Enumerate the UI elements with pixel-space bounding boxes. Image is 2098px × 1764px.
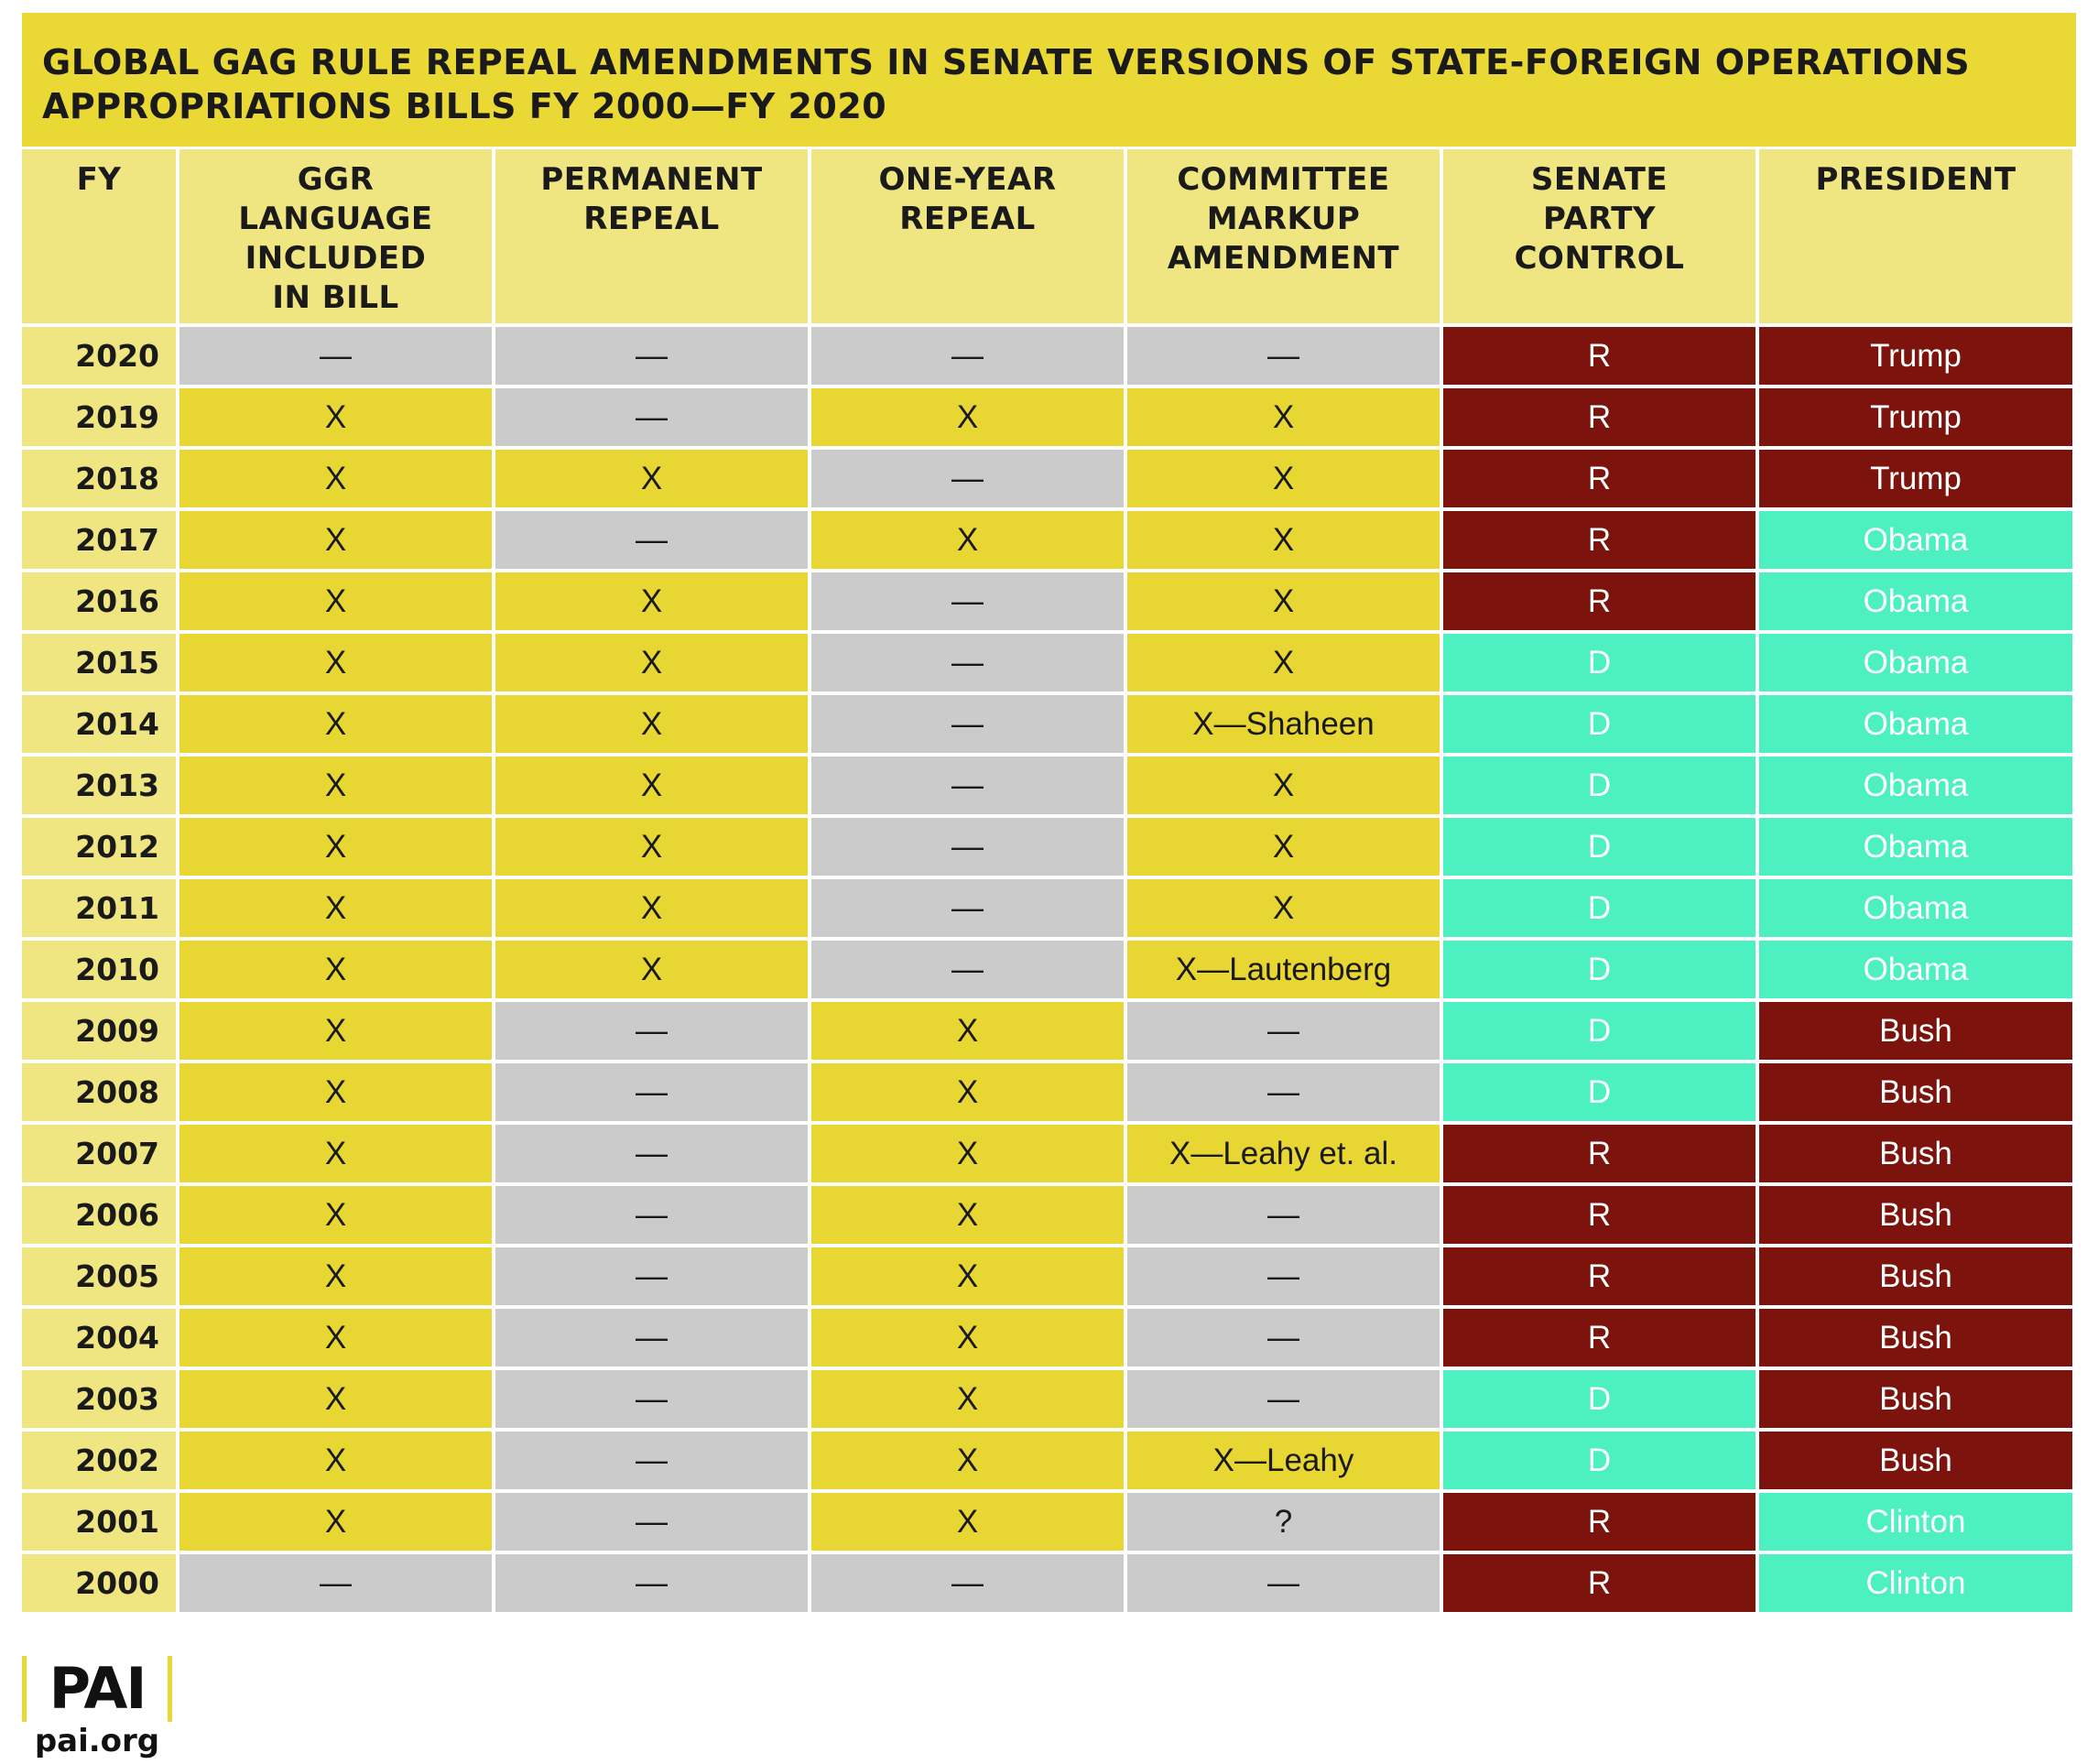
cell-committee-amendment: X [1127,634,1440,691]
cell-committee-amendment: X [1127,388,1440,446]
cell-president: Bush [1759,1309,2072,1367]
cell-president: Bush [1759,1186,2072,1244]
cell-one-year-repeal: X [811,1125,1124,1182]
cell-president: Obama [1759,757,2072,814]
cell-one-year-repeal: — [811,634,1124,691]
cell-permanent-repeal: — [495,1493,808,1551]
cell-ggr-language: X [179,1125,492,1182]
header-line: REPEAL [899,201,1036,237]
cell-permanent-repeal: — [495,1370,808,1428]
header-fy [22,149,176,323]
cell-senate-control: D [1443,757,1756,814]
cell-committee-amendment: — [1127,1309,1440,1367]
table-row [22,1493,2072,1551]
cell-senate-control: R [1443,511,1756,569]
title-bar [22,13,2076,147]
header-senate-party-control [1443,149,1756,323]
cell-president: Bush [1759,1432,2072,1489]
header-one-year-repeal [811,149,1124,323]
cell-committee-amendment: X—Lautenberg [1127,941,1440,998]
cell-president: Bush [1759,1125,2072,1182]
table-row [22,1554,2072,1612]
cell-senate-control: R [1443,1493,1756,1551]
cell-committee-amendment: — [1127,1002,1440,1060]
cell-fy: 2007 [22,1125,176,1182]
cell-committee-amendment: — [1127,1186,1440,1244]
cell-committee-amendment: — [1127,1554,1440,1612]
cell-one-year-repeal: X [811,1309,1124,1367]
cell-senate-control: D [1443,1432,1756,1489]
table-row [22,1125,2072,1182]
cell-fy: 2006 [22,1186,176,1244]
cell-fy: 2013 [22,757,176,814]
cell-committee-amendment: ? [1127,1493,1440,1551]
cell-one-year-repeal: — [811,450,1124,507]
cell-ggr-language: X [179,1432,492,1489]
cell-fy: 2003 [22,1370,176,1428]
cell-ggr-language: X [179,388,492,446]
table-row [22,327,2072,385]
cell-committee-amendment: X [1127,450,1440,507]
cell-president: Obama [1759,634,2072,691]
cell-permanent-repeal: X [495,941,808,998]
cell-ggr-language: — [179,327,492,385]
cell-one-year-repeal: X [811,1002,1124,1060]
cell-senate-control: D [1443,879,1756,937]
cell-one-year-repeal: — [811,695,1124,753]
header-line: GGR [297,161,375,198]
cell-permanent-repeal: — [495,1554,808,1612]
logo-text: PAI [49,1655,146,1722]
header-line: ONE-YEAR [878,161,1057,198]
cell-senate-control: R [1443,1186,1756,1244]
cell-president: Trump [1759,388,2072,446]
table-row [22,511,2072,569]
cell-ggr-language: X [179,818,492,876]
cell-permanent-repeal: — [495,327,808,385]
cell-fy: 2010 [22,941,176,998]
cell-committee-amendment: X—Leahy [1127,1432,1440,1489]
cell-committee-amendment: X [1127,818,1440,876]
logo-url: pai.org [34,1723,160,1759]
table-row [22,1309,2072,1367]
cell-fy: 2002 [22,1432,176,1489]
cell-president: Clinton [1759,1554,2072,1612]
cell-president: Bush [1759,1247,2072,1305]
pai-logo [22,1656,172,1722]
cell-permanent-repeal: — [495,1247,808,1305]
cell-senate-control: D [1443,695,1756,753]
cell-committee-amendment: X—Shaheen [1127,695,1440,753]
cell-permanent-repeal: — [495,1309,808,1367]
cell-senate-control: D [1443,634,1756,691]
cell-permanent-repeal: X [495,634,808,691]
cell-senate-control: R [1443,572,1756,630]
cell-president: Obama [1759,818,2072,876]
header-line: SENATE [1530,161,1669,198]
cell-fy: 2004 [22,1309,176,1367]
header-line: IN BILL [272,279,399,316]
cell-fy: 2016 [22,572,176,630]
cell-senate-control: R [1443,388,1756,446]
cell-one-year-repeal: — [811,818,1124,876]
cell-president: Clinton [1759,1493,2072,1551]
cell-fy: 2000 [22,1554,176,1612]
cell-one-year-repeal: X [811,1186,1124,1244]
cell-one-year-repeal: — [811,572,1124,630]
table-row [22,879,2072,937]
header-permanent-repeal [495,149,808,323]
cell-senate-control: R [1443,1554,1756,1612]
cell-senate-control: R [1443,1309,1756,1367]
cell-one-year-repeal: X [811,1247,1124,1305]
cell-one-year-repeal: X [811,511,1124,569]
header-line: AMENDMENT [1167,240,1400,277]
cell-ggr-language: X [179,1247,492,1305]
cell-committee-amendment: — [1127,1370,1440,1428]
cell-president: Trump [1759,450,2072,507]
table-row [22,634,2072,691]
cell-ggr-language: X [179,1370,492,1428]
cell-committee-amendment: X—Leahy et. al. [1127,1125,1440,1182]
header-committee-markup [1127,149,1440,323]
cell-president: Bush [1759,1002,2072,1060]
table-row [22,1370,2072,1428]
cell-ggr-language: X [179,1002,492,1060]
cell-one-year-repeal: X [811,1493,1124,1551]
table-row [22,818,2072,876]
cell-fy: 2008 [22,1063,176,1121]
cell-president: Bush [1759,1063,2072,1121]
cell-fy: 2012 [22,818,176,876]
table-row [22,1063,2072,1121]
cell-permanent-repeal: — [495,1063,808,1121]
cell-one-year-repeal: — [811,941,1124,998]
cell-senate-control: R [1443,1247,1756,1305]
cell-one-year-repeal: — [811,327,1124,385]
cell-fy: 2005 [22,1247,176,1305]
header-line: MARKUP [1206,201,1361,237]
cell-one-year-repeal: X [811,388,1124,446]
cell-committee-amendment: X [1127,757,1440,814]
cell-senate-control: R [1443,327,1756,385]
cell-ggr-language: X [179,634,492,691]
cell-permanent-repeal: X [495,450,808,507]
cell-ggr-language: X [179,572,492,630]
cell-president: Obama [1759,879,2072,937]
cell-president: Obama [1759,572,2072,630]
cell-fy: 2019 [22,388,176,446]
header-row [22,149,2072,323]
cell-permanent-repeal: X [495,572,808,630]
cell-senate-control: D [1443,941,1756,998]
table-row [22,1432,2072,1489]
cell-committee-amendment: — [1127,1063,1440,1121]
cell-permanent-repeal: — [495,511,808,569]
header-ggr-language [179,149,492,323]
cell-ggr-language: X [179,1186,492,1244]
header-line: LANGUAGE [238,201,433,237]
cell-one-year-repeal: X [811,1063,1124,1121]
table-row [22,1002,2072,1060]
header-line: PARTY [1542,201,1657,237]
cell-permanent-repeal: X [495,695,808,753]
title-line-1: GLOBAL GAG RULE REPEAL AMENDMENTS IN SENATE VERSIONS OF STATE-FOREIGN OPERATIONS [42,42,1971,82]
cell-fy: 2015 [22,634,176,691]
cell-fy: 2014 [22,695,176,753]
cell-president: Bush [1759,1370,2072,1428]
cell-permanent-repeal: — [495,1432,808,1489]
cell-fy: 2009 [22,1002,176,1060]
cell-ggr-language: X [179,1063,492,1121]
cell-senate-control: D [1443,818,1756,876]
cell-ggr-language: X [179,879,492,937]
cell-permanent-repeal: X [495,879,808,937]
header-president [1759,149,2072,323]
table-row [22,1186,2072,1244]
cell-permanent-repeal: — [495,1002,808,1060]
cell-president: Obama [1759,941,2072,998]
header-line: PERMANENT [540,161,763,198]
table-row [22,1247,2072,1305]
cell-permanent-repeal: — [495,1186,808,1244]
gag-rule-table [18,146,2076,1616]
cell-senate-control: D [1443,1370,1756,1428]
header-line: FY [76,161,122,198]
cell-president: Obama [1759,511,2072,569]
cell-senate-control: R [1443,1125,1756,1182]
header-line: CONTROL [1514,240,1685,277]
cell-ggr-language: X [179,941,492,998]
cell-ggr-language: X [179,450,492,507]
table-row [22,695,2072,753]
header-line: COMMITTEE [1177,161,1390,198]
cell-fy: 2011 [22,879,176,937]
cell-ggr-language: X [179,757,492,814]
table-body [22,327,2072,1612]
cell-one-year-repeal: — [811,1554,1124,1612]
cell-permanent-repeal: — [495,388,808,446]
cell-senate-control: D [1443,1063,1756,1121]
cell-ggr-language: X [179,695,492,753]
table-row [22,450,2072,507]
table-row [22,757,2072,814]
cell-committee-amendment: — [1127,1247,1440,1305]
cell-permanent-repeal: — [495,1125,808,1182]
cell-ggr-language: — [179,1554,492,1612]
cell-fy: 2020 [22,327,176,385]
cell-permanent-repeal: X [495,757,808,814]
cell-senate-control: D [1443,1002,1756,1060]
header-line: PRESIDENT [1815,161,2016,198]
cell-permanent-repeal: X [495,818,808,876]
chart-frame [22,13,2076,1612]
cell-one-year-repeal: X [811,1432,1124,1489]
cell-committee-amendment: X [1127,511,1440,569]
title-line-2: APPROPRIATIONS BILLS FY 2000—FY 2020 [42,86,887,126]
cell-committee-amendment: X [1127,879,1440,937]
cell-fy: 2017 [22,511,176,569]
cell-fy: 2001 [22,1493,176,1551]
cell-ggr-language: X [179,1309,492,1367]
cell-one-year-repeal: X [811,1370,1124,1428]
cell-fy: 2018 [22,450,176,507]
cell-president: Trump [1759,327,2072,385]
table-row [22,941,2072,998]
table-row [22,572,2072,630]
cell-ggr-language: X [179,511,492,569]
cell-one-year-repeal: — [811,879,1124,937]
cell-one-year-repeal: — [811,757,1124,814]
header-line: REPEAL [583,201,720,237]
cell-ggr-language: X [179,1493,492,1551]
header-line: INCLUDED [245,240,427,277]
cell-committee-amendment: — [1127,327,1440,385]
cell-senate-control: R [1443,450,1756,507]
table-row [22,388,2072,446]
cell-president: Obama [1759,695,2072,753]
cell-committee-amendment: X [1127,572,1440,630]
